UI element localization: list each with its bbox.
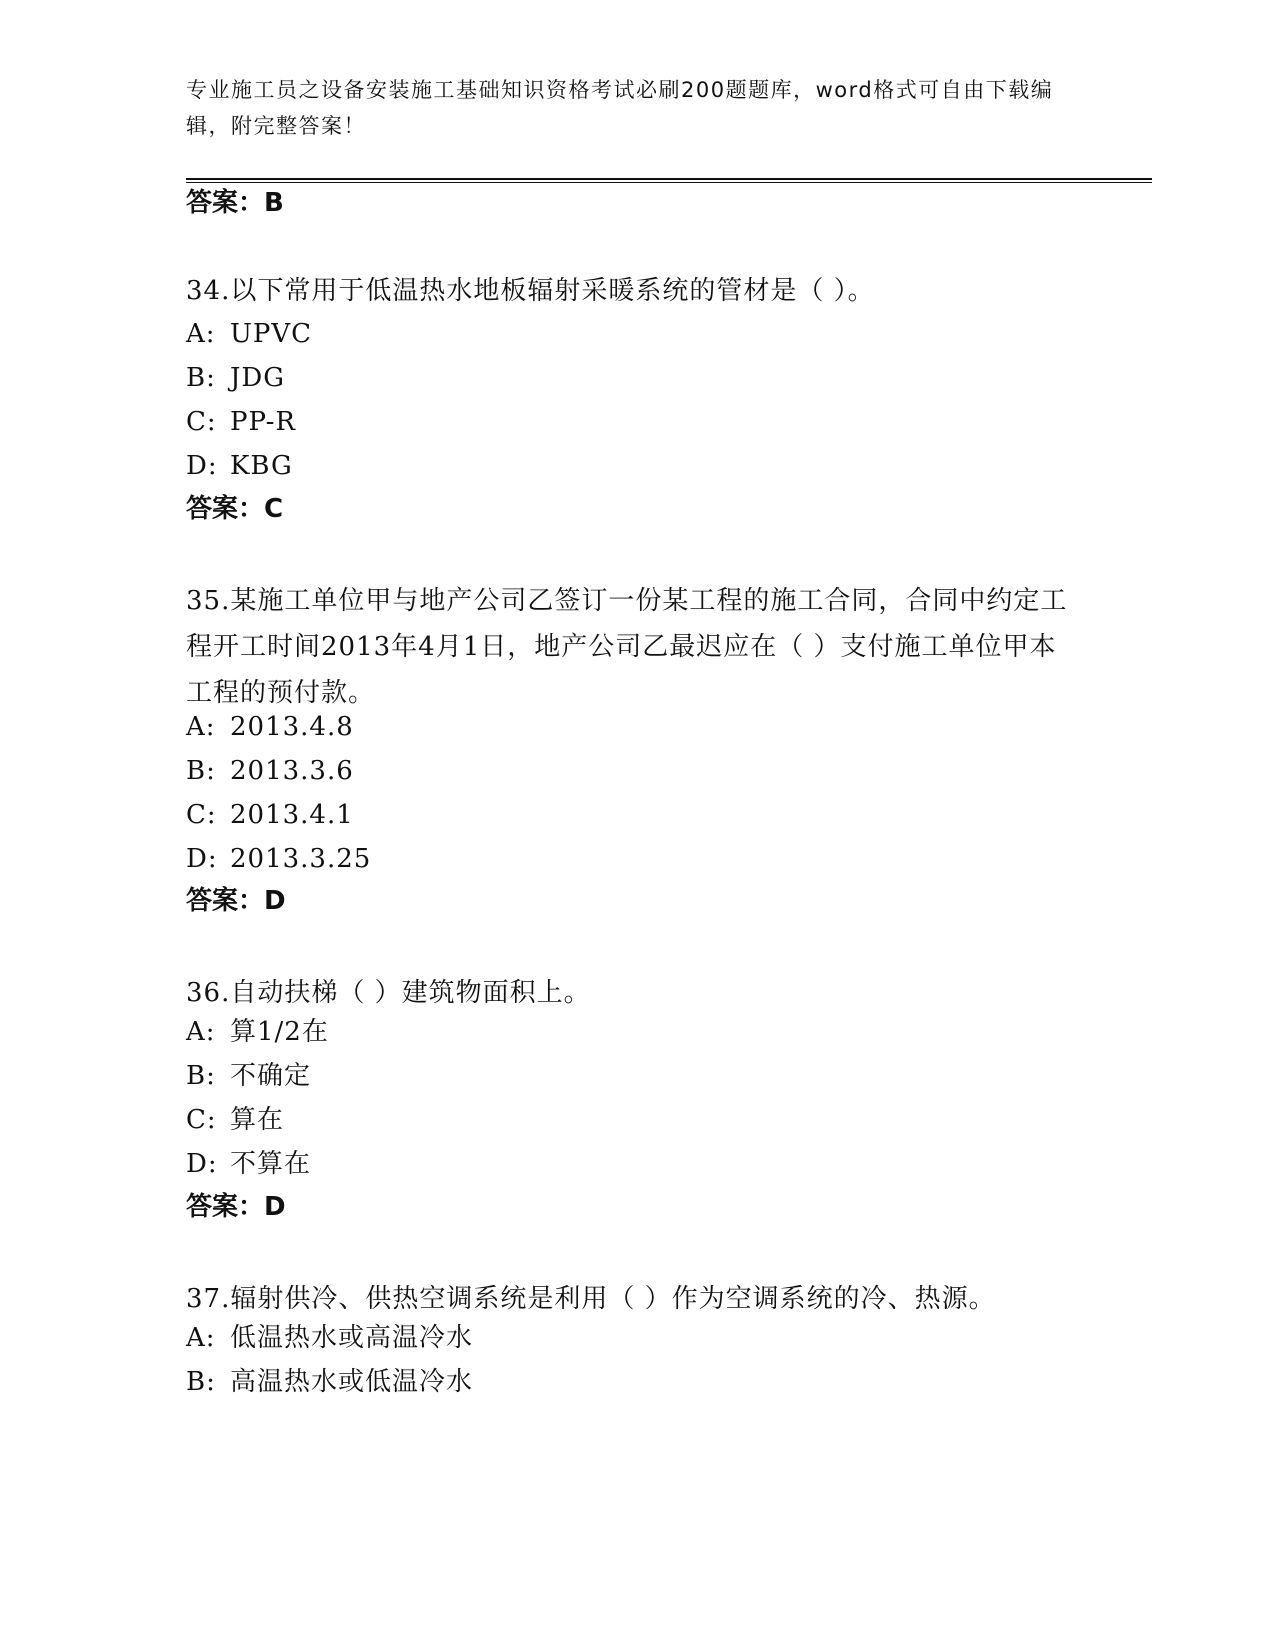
document-header: 专业施工员之设备安装施工基础知识资格考试必刷200题题库，word格式可自由下载编辑，附完整答案！ bbox=[186, 78, 1054, 138]
question-34-stem: 34.以下常用于低温热水地板辐射采暖系统的管材是（ ）。 bbox=[186, 276, 875, 306]
option-text: PP-R bbox=[230, 407, 296, 437]
question-37-stem: 37.辐射供冷、供热空调系统是利用（ ）作为空调系统的冷、热源。 bbox=[186, 1284, 996, 1314]
question-36-option-c bbox=[186, 1103, 284, 1137]
option-text: 2013.3.6 bbox=[230, 756, 354, 786]
option-text: 不算在 bbox=[230, 1149, 312, 1179]
header-rule-thin bbox=[186, 182, 1152, 183]
option-text: 算1/2在 bbox=[230, 1017, 329, 1047]
option-label: D: bbox=[186, 844, 218, 874]
question-35-option-a bbox=[186, 710, 354, 744]
question-37-option-a bbox=[186, 1321, 473, 1355]
question-36-option-a bbox=[186, 1015, 329, 1049]
option-text: 高温热水或低温冷水 bbox=[230, 1367, 474, 1397]
question-35-option-b bbox=[186, 754, 354, 788]
question-36-stem: 36.自动扶梯（ ）建筑物面积上。 bbox=[186, 978, 591, 1008]
option-text: 2013.4.8 bbox=[230, 712, 354, 742]
option-label: C: bbox=[186, 407, 217, 437]
question-35-stem: 35.某施工单位甲与地产公司乙签订一份某工程的施工合同，合同中约定工程开工时间2013年4月1日，地产公司乙最迟应在（ ）支付施工单位甲本工程的预付款。 bbox=[186, 586, 1068, 708]
question-34-option-c bbox=[186, 405, 296, 439]
option-label: D: bbox=[186, 1149, 218, 1179]
option-label: A: bbox=[186, 1323, 216, 1353]
option-label: B: bbox=[186, 1061, 216, 1091]
option-text: 低温热水或高温冷水 bbox=[230, 1323, 474, 1353]
question-37-option-b bbox=[186, 1365, 473, 1399]
question-36-option-d bbox=[186, 1147, 311, 1181]
answer-33: 答案：B bbox=[186, 188, 284, 218]
option-text: JDG bbox=[230, 363, 286, 393]
option-label: C: bbox=[186, 800, 217, 830]
question-34-option-a bbox=[186, 317, 312, 351]
question-35-option-c bbox=[186, 798, 354, 832]
option-text: 不确定 bbox=[230, 1061, 312, 1091]
question-35-option-d bbox=[186, 842, 371, 876]
question-35-answer: 答案：D bbox=[186, 886, 286, 916]
option-label: B: bbox=[186, 756, 216, 786]
question-34-option-b bbox=[186, 361, 285, 395]
option-label: D: bbox=[186, 451, 218, 481]
option-text: 算在 bbox=[230, 1105, 285, 1135]
option-label: A: bbox=[186, 712, 216, 742]
option-text: KBG bbox=[230, 451, 293, 481]
header-rule-thick bbox=[186, 178, 1152, 180]
question-34-answer: 答案：C bbox=[186, 494, 284, 524]
option-label: B: bbox=[186, 363, 216, 393]
question-34-option-d bbox=[186, 449, 293, 483]
option-text: UPVC bbox=[230, 319, 313, 349]
question-36-answer: 答案：D bbox=[186, 1192, 286, 1222]
option-text: 2013.3.25 bbox=[230, 844, 372, 874]
option-label: A: bbox=[186, 1017, 216, 1047]
option-text: 2013.4.1 bbox=[230, 800, 354, 830]
option-label: C: bbox=[186, 1105, 217, 1135]
question-36-option-b bbox=[186, 1059, 311, 1093]
option-label: A: bbox=[186, 319, 216, 349]
option-label: B: bbox=[186, 1367, 216, 1397]
